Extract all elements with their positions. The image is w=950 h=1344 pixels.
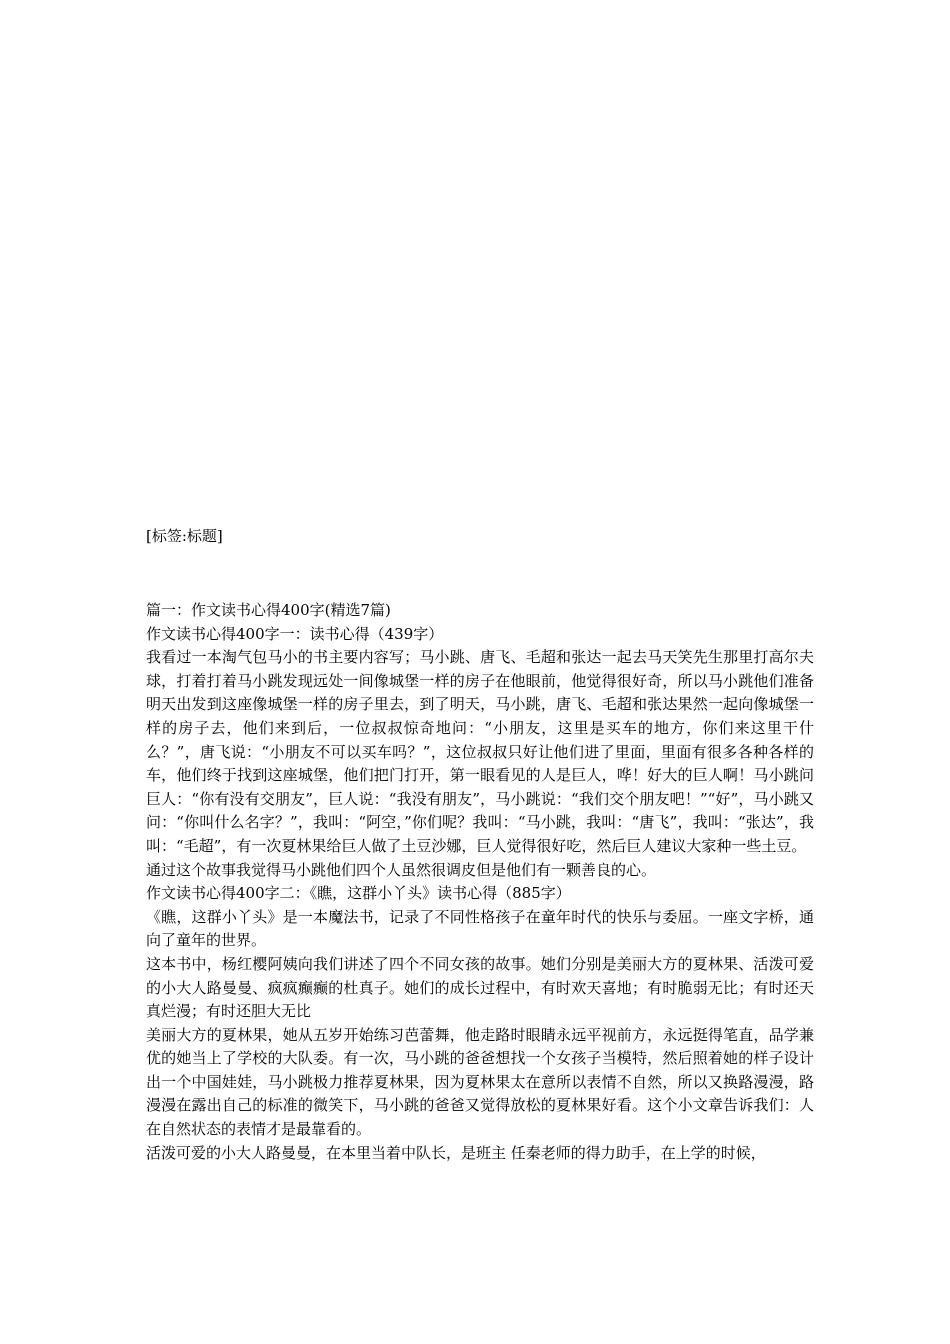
article-heading: 篇一：作文读书心得400字(精选7篇) [146,601,391,619]
paragraph: 通过这个故事我觉得马小跳他们四个人虽然很调皮但是他们有一颗善良的心。 [146,860,657,879]
paragraph: 活泼可爱的小大人路曼曼，在本里当着中队长，是班主 任秦老师的得力助手，在上学的时候， [146,1143,766,1162]
section-heading-2: 作文读书心得400字二：《瞧，这群小丫头》读书心得（885字） [146,884,571,903]
paragraph: 我看过一本淘气包马小的书主要内容写；马小跳、唐飞、毛超和张达一起去马天笑先生那里打高尔夫球，打着打着马小跳发现远处一间像城堡一样的房子在他眼前，他觉得很好奇，所以马小跳他们准备明天出发到这座像城堡一样的房子里去，到了明天，马小跳，唐飞、毛超和张达果然一起向像城堡一样的房子去，他们来到后，一位叔叔惊奇地问：“小朋友，这里是买车的地方，你们来这里干什么？”，唐飞说：“小朋友不可以买车吗？”，这位叔叔只好让他们进了里面，里面有很多各种各样的车，他们终于找到这座城堡，他们把门打开，第一眼看见的人是巨人，哗！好大的巨人啊！马小跳问巨人：“你有没有交朋友”，巨人说：“我没有朋友”，马小跳说：“我们交个朋友吧！”“好”，马小跳又问：“你叫什么名字？”，我叫：“阿空，”你们呢？我叫：“马小跳，我叫：“唐飞”，我叫：“张达”，我叫：“毛超”，有一次夏林果给巨人做了土豆沙娜，巨人觉得很好吃，然后巨人建议大家种一些土豆。 [146,648,814,855]
paragraph: 《瞧，这群小丫头》是一本魔法书，记录了不同性格孩子在童年时代的快乐与委屈。一座文字桥，通向了童年的世界。 [146,907,814,950]
paragraph: 这本书中，杨红樱阿姨向我们讲述了四个不同女孩的故事。她们分别是美丽大方的夏林果、活泼可爱的小大人路曼曼、疯疯癫癫的杜真子。她们的成长过程中，有时欢天喜地；有时脆弱无比；有时还天真烂漫；有时还胆大无比 [146,954,814,1021]
article-body [146,599,814,1165]
tag-label: [标签:标题] [146,527,223,545]
section-heading-1: 作文读书心得400字一：读书心得（439字） [146,624,444,643]
paragraph: 美丽大方的夏林果，她从五岁开始练习芭蕾舞，他走路时眼睛永远平视前方，永远挺得笔直，品学兼优的她当上了学校的大队委。有一次，马小跳的爸爸想找一个女孩子当模特，然后照着她的样子设计出一个中国娃娃，马小跳极力推荐夏林果，因为夏林果太在意所以表情不自然，所以又换路漫漫，路漫漫在露出自己的标准的微笑下，马小跳的爸爸又觉得放松的夏林果好看。这个小文章告诉我们：人在自然状态的表情才是最靠看的。 [146,1025,814,1139]
